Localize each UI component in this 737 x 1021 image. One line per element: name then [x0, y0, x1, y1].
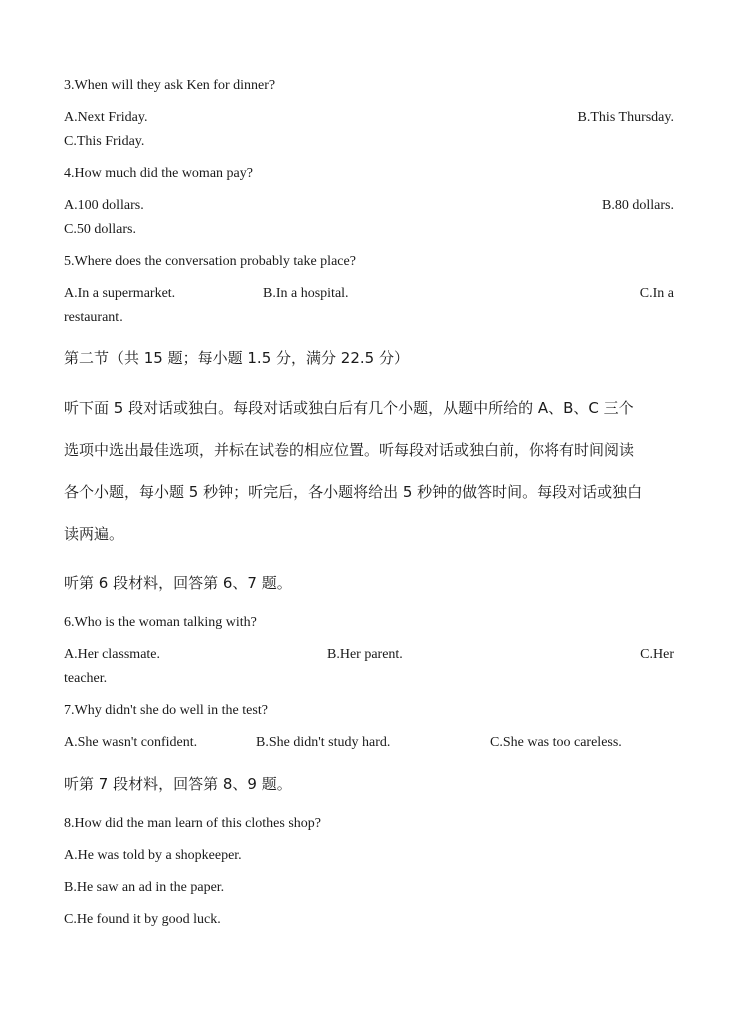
- question-6-text: 6.Who is the woman talking with?: [64, 615, 257, 630]
- question-7-option-a: A.She wasn't confident.: [64, 735, 198, 750]
- question-6-option-c-continued: teacher.: [64, 671, 108, 686]
- section-2-instruction-line-3: 各个小题，每小题 5 秒钟；听完后，各小题将给出 5 秒钟的做答时间。每段对话或独白: [64, 483, 643, 501]
- question-3-option-c: C.This Friday.: [64, 134, 145, 149]
- question-4-option-b: B.80 dollars.: [602, 198, 674, 213]
- question-4-options-row: [64, 197, 674, 215]
- question-7-text: 7.Why didn't she do well in the test?: [64, 703, 268, 718]
- question-8-text: 8.How did the man learn of this clothes shop?: [64, 816, 322, 831]
- question-3-options-row: [64, 109, 674, 127]
- question-5-option-c: C.In a: [639, 286, 674, 301]
- question-7-option-b: B.She didn't study hard.: [256, 735, 391, 750]
- section-2-instruction-line-2: 选项中选出最佳选项，并标在试卷的相应位置。听每段对话或独白前，你将有时间阅读: [64, 441, 635, 459]
- question-5-options-row: [64, 285, 674, 303]
- section-2-instruction-line-4: 读两遍。: [64, 525, 125, 543]
- question-3-text: 3.When will they ask Ken for dinner?: [64, 78, 276, 93]
- question-4-option-c: C.50 dollars.: [64, 222, 136, 237]
- question-4-text: 4.How much did the woman pay?: [64, 166, 253, 181]
- question-8-option-c: C.He found it by good luck.: [64, 912, 221, 927]
- section-2-instruction-line-1: 听下面 5 段对话或独白。每段对话或独白后有几个小题，从题中所给的 A、B、C 三个: [64, 399, 634, 417]
- material-6-heading: 听第 6 段材料，回答第 6、7 题。: [64, 574, 292, 592]
- question-6-option-c: C.Her: [640, 647, 674, 662]
- question-7-options-row: [64, 734, 674, 752]
- question-7-option-c: C.She was too careless.: [490, 735, 622, 750]
- question-8-option-b: B.He saw an ad in the paper.: [64, 880, 225, 895]
- question-8-option-a: A.He was told by a shopkeeper.: [64, 848, 242, 863]
- question-5-option-c-continued: restaurant.: [64, 310, 123, 325]
- question-5-option-a: A.In a supermarket.: [64, 286, 176, 301]
- section-2-heading: 第二节（共 15 题；每小题 1.5 分，满分 22.5 分）: [64, 349, 409, 367]
- question-5-option-b: B.In a hospital.: [263, 286, 349, 301]
- question-4-option-a: A.100 dollars.: [64, 198, 144, 213]
- question-5-text: 5.Where does the conversation probably take place?: [64, 254, 356, 269]
- question-6-option-b: B.Her parent.: [327, 647, 403, 662]
- question-6-option-a: A.Her classmate.: [64, 647, 161, 662]
- question-3-option-b: B.This Thursday.: [577, 110, 674, 125]
- material-7-heading: 听第 7 段材料，回答第 8、9 题。: [64, 775, 292, 793]
- question-6-options-row: [64, 646, 674, 664]
- question-3-option-a: A.Next Friday.: [64, 110, 148, 125]
